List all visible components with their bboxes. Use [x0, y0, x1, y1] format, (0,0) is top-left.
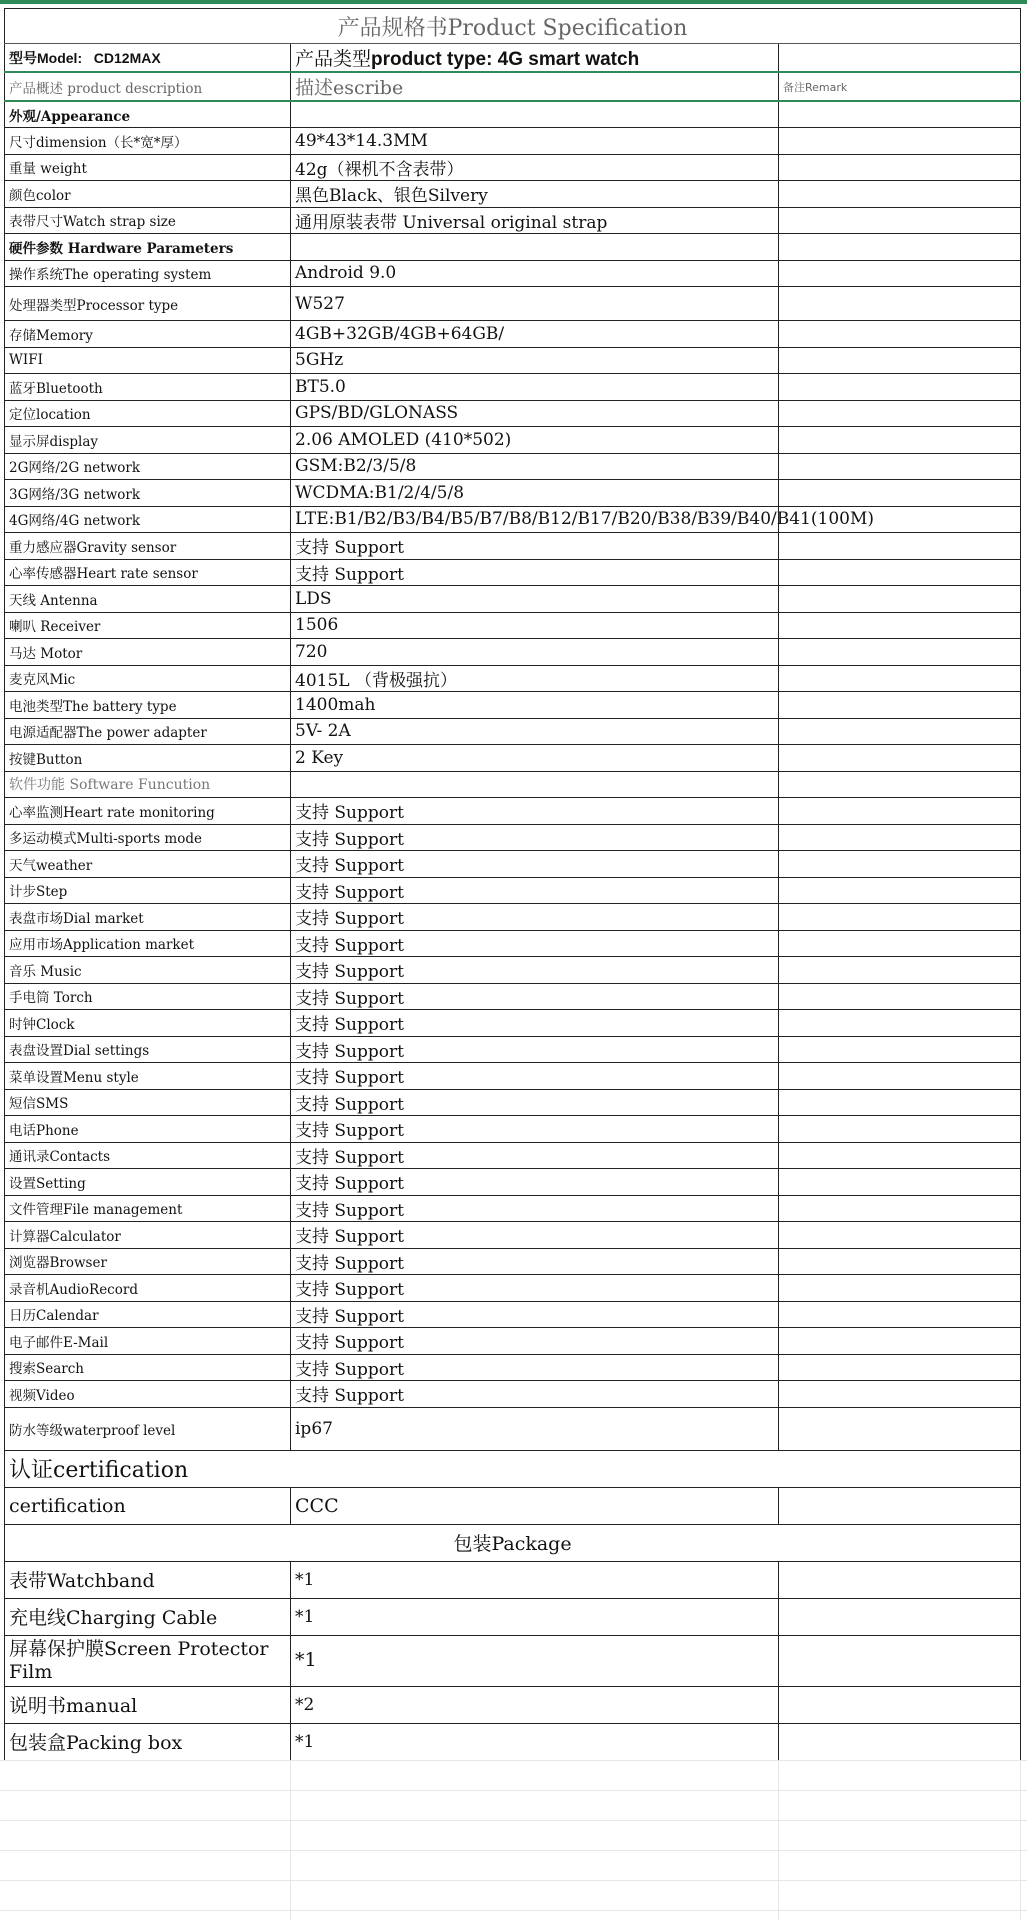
spec-value-cell[interactable]: 2 Key: [291, 745, 779, 772]
spec-value-cell[interactable]: 支持 Support: [291, 798, 779, 825]
remark-cell[interactable]: [779, 1248, 1021, 1275]
spec-value-cell[interactable]: 49*43*14.3MM: [291, 128, 779, 155]
waterproof-value-cell[interactable]: ip67: [291, 1407, 779, 1450]
spec-value-cell[interactable]: 通用原装表带 Universal original strap: [291, 207, 779, 234]
spec-row: [5, 824, 1021, 851]
spec-row: [5, 1248, 1021, 1275]
remark-cell[interactable]: [779, 639, 1021, 666]
spec-value-cell[interactable]: 支持 Support: [291, 824, 779, 851]
remark-cell[interactable]: [779, 260, 1021, 287]
spec-value-cell[interactable]: 支持 Support: [291, 1169, 779, 1196]
spec-label-cell[interactable]: 定位location: [5, 400, 291, 427]
product-type-cell[interactable]: [291, 44, 779, 73]
section-heading-appearance[interactable]: 外观/Appearance: [5, 101, 291, 128]
spec-label-cell[interactable]: 心率监测Heart rate monitoring: [5, 798, 291, 825]
spec-value-cell[interactable]: 1400mah: [291, 692, 779, 719]
spec-row: [5, 207, 1021, 234]
spec-row: [5, 260, 1021, 287]
spec-label-cell[interactable]: 短信SMS: [5, 1089, 291, 1116]
spec-row: [5, 1195, 1021, 1222]
package-row: [5, 1723, 1021, 1760]
spec-value-cell[interactable]: 42g（裸机不含表带）: [291, 154, 779, 181]
package-row: [5, 1598, 1021, 1635]
section-appearance: [5, 101, 1021, 128]
spec-value-cell[interactable]: 支持 Support: [291, 559, 779, 586]
spec-label-cell[interactable]: 搜索Search: [5, 1354, 291, 1381]
spec-row: [5, 453, 1021, 480]
remark-cell[interactable]: [779, 347, 1021, 374]
header-empty-cell[interactable]: [779, 44, 1021, 73]
spec-label-cell[interactable]: WIFI: [5, 347, 291, 374]
spec-label-cell[interactable]: 浏览器Browser: [5, 1248, 291, 1275]
spec-row: [5, 798, 1021, 825]
spec-value-cell[interactable]: 支持 Support: [291, 1301, 779, 1328]
grid-column-line: [778, 1760, 779, 1920]
description-value-cell[interactable]: 描述escribe: [291, 72, 779, 101]
waterproof-label-cell[interactable]: 防水等级waterproof level: [5, 1407, 291, 1450]
package-row: [5, 1635, 1021, 1686]
certification-row: [5, 1487, 1021, 1524]
spec-label-cell[interactable]: 文件管理File management: [5, 1195, 291, 1222]
spec-value-cell[interactable]: 支持 Support: [291, 1195, 779, 1222]
spec-label-cell[interactable]: 重力感应器Gravity sensor: [5, 533, 291, 560]
remark-cell[interactable]: [779, 1598, 1021, 1635]
spec-row: [5, 665, 1021, 692]
remark-cell[interactable]: [779, 1686, 1021, 1723]
remark-cell[interactable]: [779, 1354, 1021, 1381]
spec-row: [5, 321, 1021, 348]
spec-value-cell[interactable]: 支持 Support: [291, 1354, 779, 1381]
remark-cell[interactable]: [779, 1381, 1021, 1408]
spec-row: [5, 181, 1021, 208]
remark-cell[interactable]: [779, 1169, 1021, 1196]
spec-row: [5, 1036, 1021, 1063]
spec-label-cell[interactable]: 2G网络/2G network: [5, 453, 291, 480]
description-row: [5, 72, 1021, 101]
spec-row: [5, 1142, 1021, 1169]
remark-cell[interactable]: [779, 207, 1021, 234]
spec-value-cell[interactable]: 支持 Support: [291, 1010, 779, 1037]
remark-cell[interactable]: [779, 1487, 1021, 1524]
spec-value-cell[interactable]: WCDMA:B1/2/4/5/8: [291, 480, 779, 507]
model-cell[interactable]: [5, 44, 291, 73]
spec-row: [5, 559, 1021, 586]
spec-label-cell[interactable]: 天气weather: [5, 851, 291, 878]
spec-value-cell[interactable]: 支持 Support: [291, 1275, 779, 1302]
spec-label-cell[interactable]: 蓝牙Bluetooth: [5, 374, 291, 401]
section-heading-hardware[interactable]: 硬件参数 Hardware Parameters: [5, 234, 291, 261]
spec-row: [5, 1354, 1021, 1381]
spec-value-cell[interactable]: 支持 Support: [291, 1381, 779, 1408]
spec-row: [5, 533, 1021, 560]
spec-value-cell[interactable]: W527: [291, 287, 779, 321]
remark-cell[interactable]: [779, 480, 1021, 507]
spec-row: [5, 1222, 1021, 1249]
spec-label-cell[interactable]: 表盘设置Dial settings: [5, 1036, 291, 1063]
spec-table: [4, 8, 1021, 1761]
empty-cell[interactable]: [291, 771, 779, 798]
remark-cell[interactable]: [779, 1010, 1021, 1037]
spec-label-cell[interactable]: 日历Calendar: [5, 1301, 291, 1328]
spec-value-cell[interactable]: 支持 Support: [291, 1063, 779, 1090]
remark-cell[interactable]: [779, 1142, 1021, 1169]
empty-cell[interactable]: [779, 101, 1021, 128]
package-item-cell[interactable]: 屏幕保护膜Screen Protector Film: [5, 1635, 291, 1686]
spec-label-cell[interactable]: 喇叭 Receiver: [5, 612, 291, 639]
spec-row: [5, 1328, 1021, 1355]
remark-cell[interactable]: [779, 1195, 1021, 1222]
remark-cell[interactable]: [779, 374, 1021, 401]
package-item-cell[interactable]: 说明书manual: [5, 1686, 291, 1723]
spec-value-cell[interactable]: 支持 Support: [291, 1248, 779, 1275]
empty-sheet-grid: [0, 1760, 1027, 1920]
spec-label-cell[interactable]: 通讯录Contacts: [5, 1142, 291, 1169]
remark-cell[interactable]: [779, 1723, 1021, 1760]
spec-value-cell[interactable]: 支持 Support: [291, 904, 779, 931]
spec-row: [5, 1381, 1021, 1408]
spec-value-cell[interactable]: Android 9.0: [291, 260, 779, 287]
product-type-value: product type: 4G smart watch: [371, 49, 640, 70]
remark-cell[interactable]: [779, 851, 1021, 878]
spec-row: [5, 347, 1021, 374]
remark-cell[interactable]: [779, 533, 1021, 560]
spec-value-cell[interactable]: LTE:B1/B2/B3/B4/B5/B7/B8/B12/B17/B20/B38/B39/B40/B41(100M): [291, 506, 779, 533]
remark-cell[interactable]: [779, 1275, 1021, 1302]
spec-label-cell[interactable]: 表盘市场Dial market: [5, 904, 291, 931]
remark-cell[interactable]: [779, 1036, 1021, 1063]
spec-label-cell[interactable]: 按键Button: [5, 745, 291, 772]
spec-row: [5, 154, 1021, 181]
spec-label-cell[interactable]: 3G网络/3G network: [5, 480, 291, 507]
spec-value-cell[interactable]: LDS: [291, 586, 779, 613]
empty-cell[interactable]: [291, 234, 779, 261]
remark-cell[interactable]: [779, 877, 1021, 904]
remark-cell[interactable]: [779, 559, 1021, 586]
spec-label-cell[interactable]: 音乐 Music: [5, 957, 291, 984]
spec-row: [5, 930, 1021, 957]
package-row: [5, 1686, 1021, 1723]
package-item-cell[interactable]: 充电线Charging Cable: [5, 1598, 291, 1635]
section-heading-certification[interactable]: 认证certification: [5, 1450, 1021, 1487]
spec-row: [5, 1275, 1021, 1302]
certification-value-cell[interactable]: CCC: [291, 1487, 779, 1524]
spec-row: [5, 586, 1021, 613]
spec-row: [5, 745, 1021, 772]
remark-cell[interactable]: [779, 1561, 1021, 1598]
spec-value-cell[interactable]: GSM:B2/3/5/8: [291, 453, 779, 480]
product-type-label: 产品类型: [295, 48, 372, 70]
spec-value-cell[interactable]: 支持 Support: [291, 877, 779, 904]
package-qty-cell[interactable]: *1: [291, 1635, 779, 1686]
spec-value-cell[interactable]: 支持 Support: [291, 851, 779, 878]
remark-cell[interactable]: [779, 1328, 1021, 1355]
spec-value-cell[interactable]: GPS/BD/GLONASS: [291, 400, 779, 427]
spec-value-cell[interactable]: 支持 Support: [291, 1036, 779, 1063]
remark-cell[interactable]: [779, 745, 1021, 772]
remark-cell[interactable]: [779, 181, 1021, 208]
remark-cell[interactable]: [779, 983, 1021, 1010]
remark-cell[interactable]: [779, 427, 1021, 454]
section-software: [5, 771, 1021, 798]
spec-label-cell[interactable]: 马达 Motor: [5, 639, 291, 666]
remark-cell[interactable]: [779, 771, 1021, 798]
title-row: [5, 9, 1021, 44]
spec-value-cell[interactable]: 支持 Support: [291, 1328, 779, 1355]
spec-label-cell[interactable]: 尺寸dimension（长*宽*厚）: [5, 128, 291, 155]
description-label-cell[interactable]: 产品概述 product description: [5, 72, 291, 101]
spec-value-cell[interactable]: BT5.0: [291, 374, 779, 401]
spec-label-cell[interactable]: 电池类型The battery type: [5, 692, 291, 719]
spec-row: [5, 612, 1021, 639]
package-row: [5, 1561, 1021, 1598]
spec-label-cell[interactable]: 表带尺寸Watch strap size: [5, 207, 291, 234]
remark-cell[interactable]: [779, 957, 1021, 984]
spec-row: [5, 1089, 1021, 1116]
spec-label-cell[interactable]: 天线 Antenna: [5, 586, 291, 613]
spec-label-cell[interactable]: 4G网络/4G network: [5, 506, 291, 533]
spec-row: [5, 1116, 1021, 1143]
header-row: [5, 44, 1021, 73]
package-item-cell[interactable]: 表带Watchband: [5, 1561, 291, 1598]
package-qty-cell[interactable]: *1: [291, 1723, 779, 1760]
remark-cell[interactable]: [779, 234, 1021, 261]
spec-label-cell[interactable]: 计步Step: [5, 877, 291, 904]
remark-cell[interactable]: [779, 824, 1021, 851]
section-package: [5, 1524, 1021, 1561]
spec-value-cell[interactable]: 支持 Support: [291, 1142, 779, 1169]
spec-value-cell[interactable]: 4GB+32GB/4GB+64GB/: [291, 321, 779, 348]
spec-label-cell[interactable]: 录音机AudioRecord: [5, 1275, 291, 1302]
remark-cell[interactable]: [779, 586, 1021, 613]
spec-label-cell[interactable]: 计算器Calculator: [5, 1222, 291, 1249]
spec-row: [5, 957, 1021, 984]
spec-value-cell[interactable]: 支持 Support: [291, 1116, 779, 1143]
spec-row: [5, 287, 1021, 321]
remark-cell[interactable]: [779, 1635, 1021, 1686]
spec-value-cell[interactable]: 720: [291, 639, 779, 666]
waterproof-row: [5, 1407, 1021, 1450]
package-item-cell[interactable]: 包装盒Packing box: [5, 1723, 291, 1760]
model-label: 型号Model:: [9, 49, 83, 66]
spec-label-cell[interactable]: 心率传感器Heart rate sensor: [5, 559, 291, 586]
spec-row: [5, 480, 1021, 507]
spec-row: [5, 427, 1021, 454]
spec-row: [5, 374, 1021, 401]
spec-label-cell[interactable]: 手电筒 Torch: [5, 983, 291, 1010]
spec-value-cell[interactable]: 1506: [291, 612, 779, 639]
grid-column-line: [290, 1760, 291, 1920]
spec-row: [5, 639, 1021, 666]
remark-cell[interactable]: [779, 1089, 1021, 1116]
remark-cell[interactable]: [779, 1063, 1021, 1090]
spec-label-cell[interactable]: 存储Memory: [5, 321, 291, 348]
spec-label-cell[interactable]: 电源适配器The power adapter: [5, 718, 291, 745]
spec-value-cell[interactable]: 支持 Support: [291, 930, 779, 957]
spec-row: [5, 400, 1021, 427]
spec-label-cell[interactable]: 重量 weight: [5, 154, 291, 181]
remark-cell[interactable]: [779, 154, 1021, 181]
page-title[interactable]: 产品规格书Product Specification: [5, 9, 1021, 44]
spec-row: [5, 1063, 1021, 1090]
spec-row: [5, 692, 1021, 719]
model-value: CD12MAX: [93, 49, 161, 66]
remark-cell[interactable]: [779, 1301, 1021, 1328]
spec-label-cell[interactable]: 应用市场Application market: [5, 930, 291, 957]
section-heading-software[interactable]: 软件功能 Software Funcution: [5, 771, 291, 798]
remark-cell[interactable]: [779, 798, 1021, 825]
remark-header-cell[interactable]: 备注Remark: [779, 72, 1021, 101]
spec-row: [5, 851, 1021, 878]
spec-label-cell[interactable]: 操作系统The operating system: [5, 260, 291, 287]
spec-row: [5, 983, 1021, 1010]
spec-label-cell[interactable]: 菜单设置Menu style: [5, 1063, 291, 1090]
selection-top-border: [0, 0, 1027, 4]
remark-cell[interactable]: [779, 718, 1021, 745]
remark-cell[interactable]: [779, 400, 1021, 427]
spec-value-cell[interactable]: 支持 Support: [291, 957, 779, 984]
remark-cell[interactable]: [779, 287, 1021, 321]
spec-value-cell[interactable]: 4015L （背极强抗）: [291, 665, 779, 692]
spec-value-cell[interactable]: 5GHz: [291, 347, 779, 374]
spec-value-cell[interactable]: 5V- 2A: [291, 718, 779, 745]
spec-label-cell[interactable]: 设置Setting: [5, 1169, 291, 1196]
spec-row: [5, 877, 1021, 904]
remark-cell[interactable]: [779, 612, 1021, 639]
spec-row: [5, 904, 1021, 931]
spec-label-cell[interactable]: 多运动模式Multi-sports mode: [5, 824, 291, 851]
remark-cell[interactable]: [779, 930, 1021, 957]
spec-row: [5, 718, 1021, 745]
spec-value-cell[interactable]: 支持 Support: [291, 1089, 779, 1116]
spec-label-cell[interactable]: 时钟Clock: [5, 1010, 291, 1037]
remark-cell[interactable]: [779, 453, 1021, 480]
remark-cell[interactable]: [779, 692, 1021, 719]
remark-cell[interactable]: [779, 128, 1021, 155]
spec-label-cell[interactable]: 颜色color: [5, 181, 291, 208]
remark-cell[interactable]: [779, 321, 1021, 348]
spec-row: [5, 128, 1021, 155]
spec-value-cell[interactable]: 支持 Support: [291, 533, 779, 560]
spec-row: [5, 1169, 1021, 1196]
remark-cell[interactable]: [779, 1407, 1021, 1450]
package-qty-cell[interactable]: *2: [291, 1686, 779, 1723]
spec-label-cell[interactable]: 麦克风Mic: [5, 665, 291, 692]
spec-label-cell[interactable]: 显示屏display: [5, 427, 291, 454]
spec-row: [5, 1010, 1021, 1037]
spec-label-cell[interactable]: 视频Video: [5, 1381, 291, 1408]
spec-row: [5, 506, 1021, 533]
spec-row: [5, 1301, 1021, 1328]
remark-cell[interactable]: [779, 1116, 1021, 1143]
empty-cell[interactable]: [291, 101, 779, 128]
spec-label-cell[interactable]: 电话Phone: [5, 1116, 291, 1143]
remark-cell[interactable]: [779, 665, 1021, 692]
package-qty-cell[interactable]: *1: [291, 1561, 779, 1598]
section-certification: [5, 1450, 1021, 1487]
spec-value-cell[interactable]: 黑色Black、银色Silvery: [291, 181, 779, 208]
remark-cell[interactable]: [779, 1222, 1021, 1249]
spec-value-cell[interactable]: 支持 Support: [291, 1222, 779, 1249]
spec-value-cell[interactable]: 支持 Support: [291, 983, 779, 1010]
certification-label-cell[interactable]: certification: [5, 1487, 291, 1524]
section-heading-package[interactable]: 包装Package: [5, 1524, 1021, 1561]
spec-label-cell[interactable]: 电子邮件E-Mail: [5, 1328, 291, 1355]
spec-label-cell[interactable]: 处理器类型Processor type: [5, 287, 291, 321]
remark-cell[interactable]: [779, 904, 1021, 931]
spec-value-cell[interactable]: 2.06 AMOLED (410*502): [291, 427, 779, 454]
grid-column-line: [1020, 1760, 1021, 1920]
package-qty-cell[interactable]: *1: [291, 1598, 779, 1635]
section-hardware: [5, 234, 1021, 261]
